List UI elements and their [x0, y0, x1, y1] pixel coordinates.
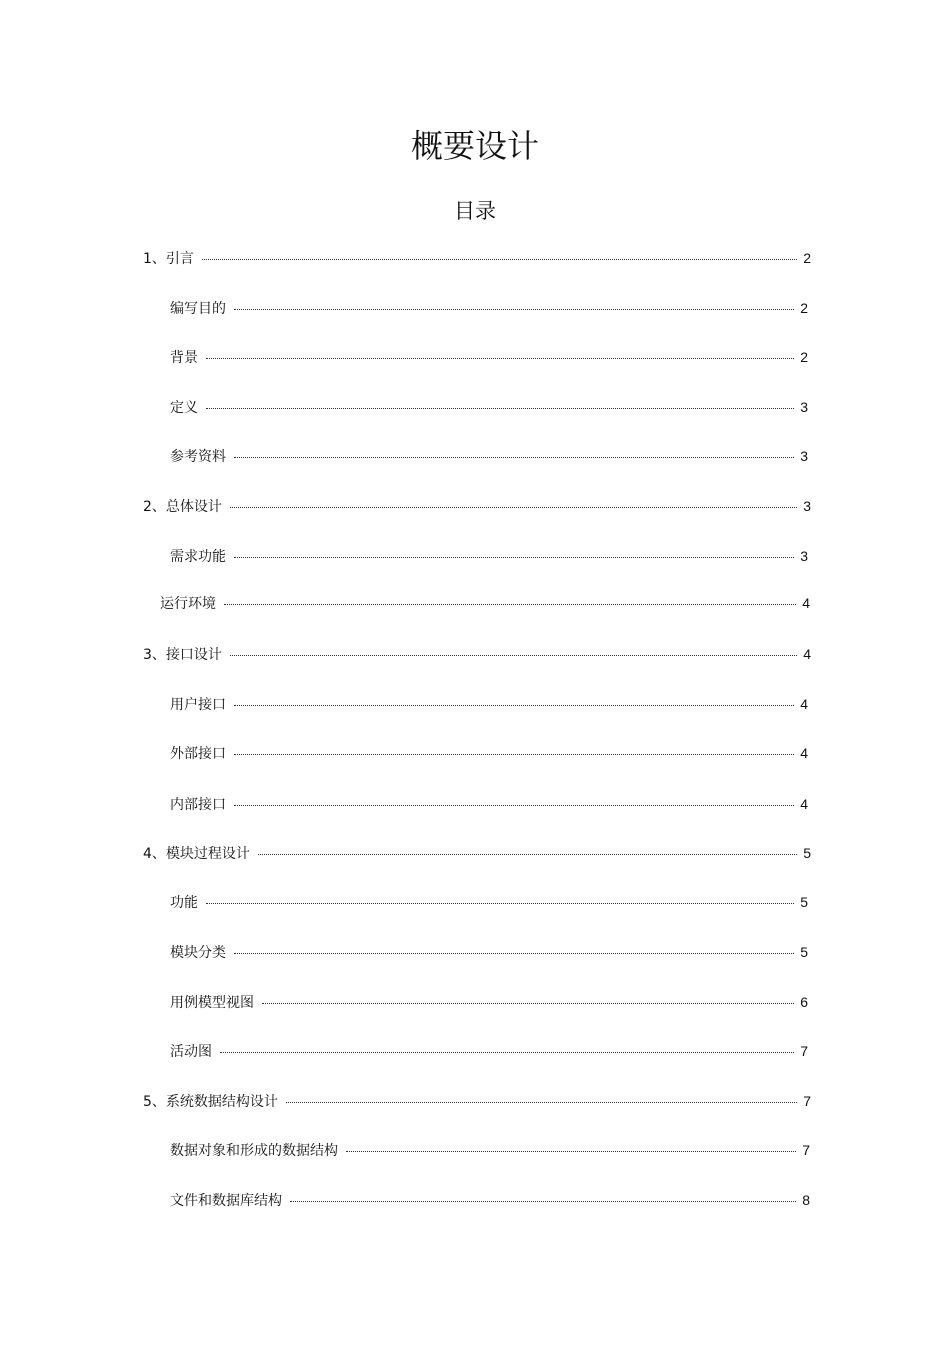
toc-entry-data-objects[interactable] [170, 1139, 810, 1161]
toc-entry-label: 数据对象和形成的数据结构 [170, 1143, 338, 1159]
toc-entry-page: 8 [802, 1192, 810, 1208]
toc-entry-page: 4 [800, 745, 808, 761]
toc-entry-label: 背景 [170, 350, 198, 366]
dot-leader [224, 603, 796, 605]
toc-entry-label: 用户接口 [170, 697, 226, 713]
toc-entry-label: 3、接口设计 [143, 647, 222, 663]
toc-entry-page: 5 [800, 894, 808, 910]
dot-leader [230, 506, 797, 508]
toc-entry-page: 4 [802, 595, 810, 611]
toc-entry-page: 4 [800, 696, 808, 712]
toc-entry-page: 7 [803, 1093, 811, 1109]
toc-entry-page: 7 [802, 1142, 810, 1158]
toc-entry-user-interface[interactable] [170, 693, 808, 715]
toc-entry-file-database-structure[interactable] [170, 1189, 810, 1211]
dot-leader [286, 1101, 797, 1103]
toc-entry-label: 1、引言 [143, 251, 194, 267]
dot-leader [234, 952, 794, 954]
toc-entry-use-case-view[interactable] [170, 991, 808, 1013]
toc-entry-label: 用例模型视图 [170, 995, 254, 1011]
toc-entry-label: 5、系统数据结构设计 [143, 1094, 278, 1110]
toc-entry-introduction[interactable] [143, 247, 811, 269]
toc-entry-data-structure-design[interactable] [143, 1090, 811, 1112]
toc-entry-module-process[interactable] [143, 842, 811, 864]
toc-entry-label: 2、总体设计 [143, 499, 222, 515]
toc-entry-label: 编写目的 [170, 301, 226, 317]
toc-entry-page: 4 [803, 646, 811, 662]
dot-leader [234, 308, 794, 310]
toc-entry-label: 文件和数据库结构 [170, 1193, 282, 1209]
toc-entry-page: 7 [800, 1043, 808, 1059]
dot-leader [206, 902, 794, 904]
toc-entry-label: 4、模块过程设计 [143, 846, 250, 862]
toc-entry-label: 外部接口 [170, 746, 226, 762]
dot-leader [258, 853, 797, 855]
toc-entry-label: 功能 [170, 895, 198, 911]
dot-leader [346, 1150, 796, 1152]
dot-leader [220, 1051, 794, 1053]
toc-entry-label: 定义 [170, 400, 198, 416]
dot-leader [234, 556, 794, 558]
toc-entry-label: 活动图 [170, 1044, 212, 1060]
toc-entry-page: 5 [803, 845, 811, 861]
toc-entry-background[interactable] [170, 346, 808, 368]
toc-entry-page: 3 [800, 548, 808, 564]
dot-leader [234, 804, 794, 806]
dot-leader [290, 1200, 796, 1202]
dot-leader [230, 654, 797, 656]
dot-leader [206, 407, 794, 409]
toc-entry-label: 参考资料 [170, 449, 226, 465]
dot-leader [206, 357, 794, 359]
toc-entry-page: 4 [800, 796, 808, 812]
document-title: 概要设计 [410, 127, 539, 165]
toc-entry-label: 需求功能 [170, 549, 226, 565]
dot-leader [202, 258, 797, 260]
toc-entry-page: 5 [800, 944, 808, 960]
toc-entry-page: 3 [800, 448, 808, 464]
toc-entry-page: 3 [803, 498, 811, 514]
toc-entry-label: 运行环境 [160, 596, 216, 612]
toc-entry-functions[interactable] [170, 891, 808, 913]
toc-entry-interface-design[interactable] [143, 643, 811, 665]
toc-entry-internal-interface[interactable] [170, 793, 808, 815]
toc-entry-purpose[interactable] [170, 297, 808, 319]
toc-entry-environment[interactable] [160, 592, 810, 614]
toc-heading: 目录 [454, 199, 496, 223]
dot-leader [234, 456, 794, 458]
toc-entry-page: 2 [800, 300, 808, 316]
toc-entry-activity-diagram[interactable] [170, 1040, 808, 1062]
dot-leader [234, 753, 794, 755]
toc-entry-label: 内部接口 [170, 797, 226, 813]
toc-entry-module-classification[interactable] [170, 941, 808, 963]
toc-entry-overall-design[interactable] [143, 495, 811, 517]
toc-entry-definitions[interactable] [170, 396, 808, 418]
dot-leader [234, 704, 794, 706]
dot-leader [262, 1002, 794, 1004]
toc-entry-page: 2 [803, 250, 811, 266]
toc-entry-page: 2 [800, 349, 808, 365]
toc-entry-external-interface[interactable] [170, 742, 808, 764]
toc-entry-requirements[interactable] [170, 545, 808, 567]
toc-entry-label: 模块分类 [170, 945, 226, 961]
toc-entry-page: 6 [800, 994, 808, 1010]
toc-entry-page: 3 [800, 399, 808, 415]
toc-entry-references[interactable] [170, 445, 808, 467]
